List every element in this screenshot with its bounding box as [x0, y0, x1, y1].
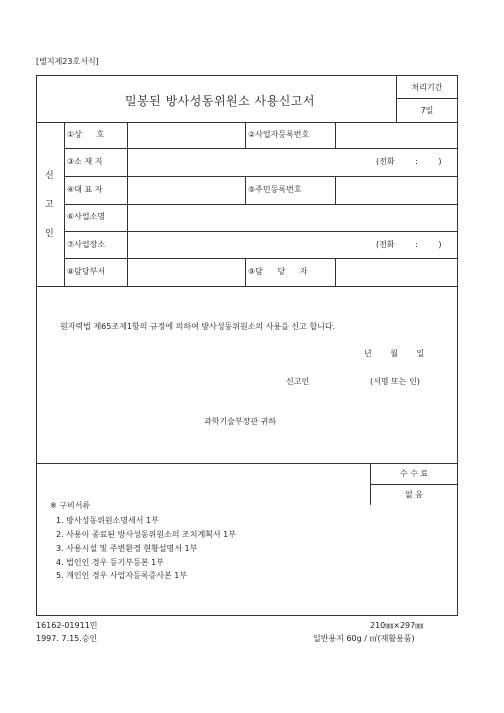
field-label-business-name: ①상 호 — [67, 130, 105, 139]
form-number-label: [별지제23호서식] — [36, 57, 99, 66]
business-place-phone: (전화 : ) — [376, 240, 442, 249]
fee-label: 수 수 료 — [399, 469, 429, 478]
approval-date: 1997. 7.15.승인 — [36, 634, 98, 643]
field-label-location: ③소 재 지 — [67, 157, 103, 166]
field-label-resident-registration-no: ⑤주민등록번호 — [248, 185, 302, 194]
rule — [127, 122, 128, 286]
field-label-business-registration-no: ②사업자등록번호 — [248, 130, 310, 139]
location-phone: (전화 : ) — [376, 157, 442, 166]
applicant-side-char: 인 — [45, 229, 54, 239]
addressee: 과학기술부장관 귀하 — [204, 417, 277, 426]
rule — [36, 286, 458, 287]
form-title: 밀봉된 방사성동위원소 사용신고서 — [124, 94, 315, 108]
processing-period-label: 처리기간 — [411, 83, 443, 92]
paper-size: 210㎜×297㎜ — [370, 621, 424, 630]
field-label-person-in-charge: ⑨담 당 자 — [248, 267, 308, 276]
rule — [64, 176, 458, 177]
field-label-department: ⑧담당부서 — [67, 267, 106, 276]
required-document-item: 4. 법인인 경우 등기부등본 1부 — [56, 558, 164, 567]
declarant-label: 신고인 — [286, 377, 310, 386]
rule — [396, 98, 458, 99]
required-document-item: 5. 개인인 경우 사업자등록증사본 1부 — [56, 571, 188, 580]
form-code: 16162-01911민 — [36, 621, 98, 630]
rule — [36, 463, 458, 464]
rule — [245, 122, 246, 148]
processing-period-value: 7일 — [420, 106, 434, 115]
rule — [36, 122, 458, 123]
rule — [335, 122, 336, 148]
rule — [245, 176, 246, 204]
paper-spec: 일반용지 60g / ㎡(재활용품) — [313, 634, 415, 643]
rule — [64, 258, 458, 259]
field-label-business-place: ⑦사업장소 — [67, 240, 106, 249]
rule — [335, 258, 336, 286]
date-line: 년 월 일 — [364, 349, 425, 358]
declaration-statement: 원자력법 제65조제1항의 규정에 의하여 방사성동위원소의 사용을 신고 합니다. — [60, 322, 336, 331]
fee-value: 없 음 — [405, 490, 423, 499]
signature-label: (서명 또는 인) — [370, 377, 420, 386]
rule — [64, 148, 458, 149]
field-label-representative: ④대 표 자 — [67, 185, 103, 194]
applicant-side-char: 고 — [45, 200, 54, 210]
field-label-office-name: ⑥사업소명 — [67, 212, 106, 221]
required-document-item: 2. 사용이 종료된 방사성동위원소의 조치계획서 1부 — [56, 530, 236, 539]
rule — [370, 484, 458, 485]
required-documents-header: ※ 구비서류 — [50, 501, 91, 510]
rule — [245, 258, 246, 286]
applicant-side-char: 신 — [45, 171, 54, 181]
rule — [64, 231, 458, 232]
rule — [64, 204, 458, 205]
rule — [335, 176, 336, 204]
required-document-item: 3. 사용시설 및 주변환경 현황설명서 1부 — [56, 544, 198, 553]
required-document-item: 1. 방사성동위원소명세서 1부 — [56, 516, 159, 525]
